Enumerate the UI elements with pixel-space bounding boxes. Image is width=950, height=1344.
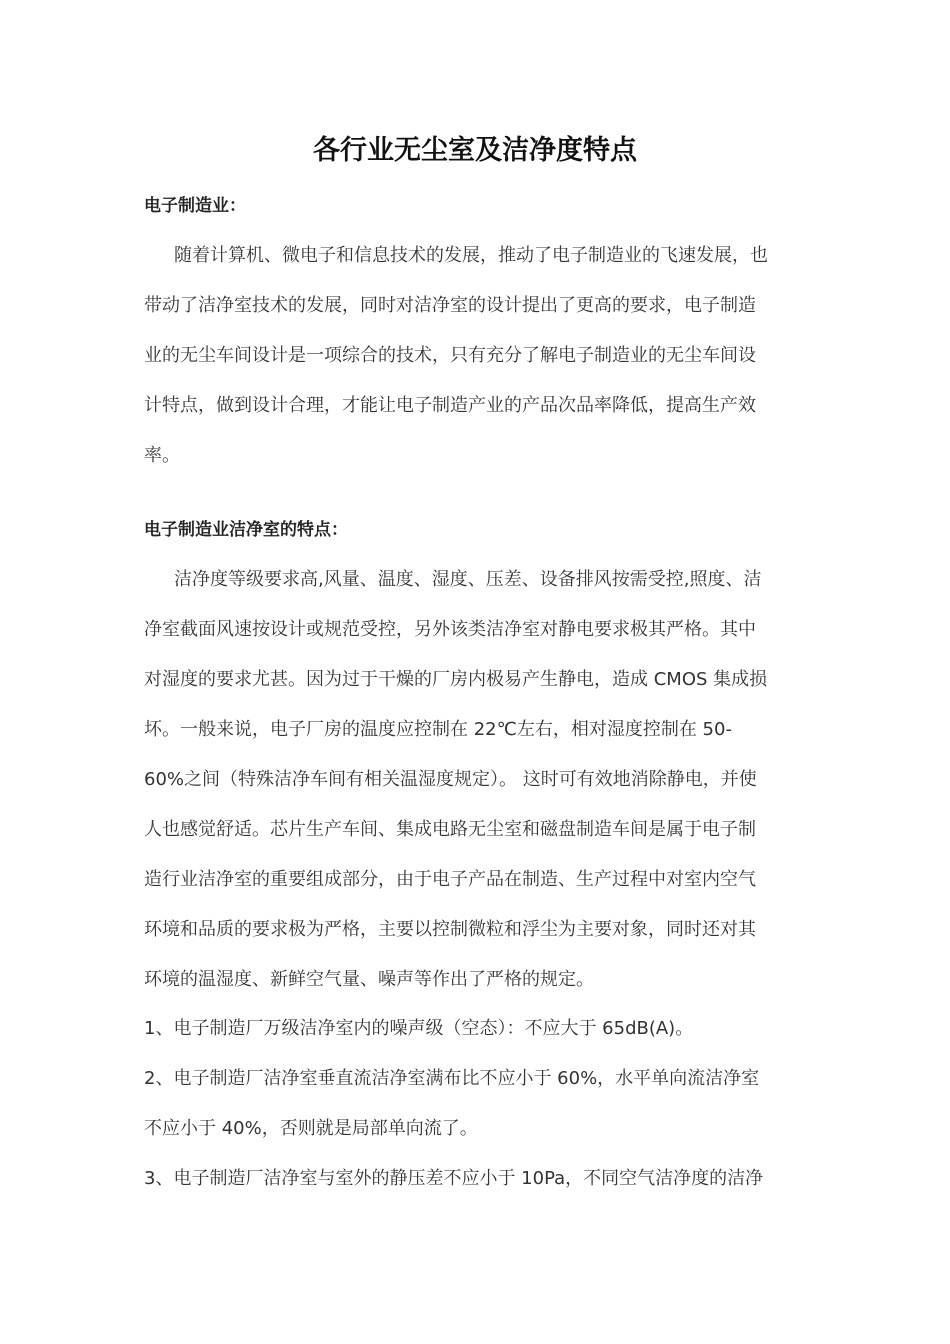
paragraph-line: 对湿度的要求尤甚。因为过于干燥的厂房内极易产生静电，造成 CMOS 集成损 xyxy=(144,669,768,690)
paragraph-line: 计特点，做到设计合理，才能让电子制造产业的产品次品率降低，提高生产效 xyxy=(144,395,756,416)
paragraph-line: 人也感觉舒适。芯片生产车间、集成电路无尘室和磁盘制造车间是属于电子制 xyxy=(144,819,756,840)
paragraph-line: 业的无尘车间设计是一项综合的技术，只有充分了解电子制造业的无尘车间设 xyxy=(144,345,756,366)
list-item-static-pressure: 3、电子制造厂洁净室与室外的静压差不应小于 10Pa，不同空气洁净度的洁净 xyxy=(144,1168,764,1189)
paragraph-line: 净室截面风速按设计或规范受控，另外该类洁净室对静电要求极其严格。其中 xyxy=(144,619,756,640)
paragraph-line: 环境的温湿度、新鲜空气量、噪声等作出了严格的规定。 xyxy=(144,969,594,990)
paragraph-line: 不应小于 40%，否则就是局部单向流了。 xyxy=(144,1118,478,1139)
paragraph-line: 率。 xyxy=(144,445,180,466)
paragraph-line: 随着计算机、微电子和信息技术的发展，推动了电子制造业的飞速发展，也 xyxy=(174,245,768,266)
paragraph-line: 造行业洁净室的重要组成部分，由于电子产品在制造、生产过程中对室内空气 xyxy=(144,869,756,890)
paragraph-line: 环境和品质的要求极为严格，主要以控制微粒和浮尘为主要对象，同时还对其 xyxy=(144,919,756,940)
paragraph-line: 带动了洁净室技术的发展，同时对洁净室的设计提出了更高的要求，电子制造 xyxy=(144,295,756,316)
section-heading-electronics: 电子制造业： xyxy=(144,196,246,216)
paragraph-line: 坏。一般来说，电子厂房的温度应控制在 22℃左右，相对湿度控制在 50- xyxy=(144,719,732,740)
list-item-flow-ratio: 2、电子制造厂洁净室垂直流洁净室满布比不应小于 60%，水平单向流洁净室 xyxy=(144,1068,760,1089)
document-title: 各行业无尘室及洁净度特点 xyxy=(313,135,637,166)
paragraph-line: 洁净度等级要求高,风量、温度、湿度、压差、设备排风按需受控,照度、洁 xyxy=(174,569,762,590)
paragraph-line: 60%之间（特殊洁净车间有相关温湿度规定）。 这时可有效地消除静电，并使 xyxy=(144,769,757,790)
section-heading-cleanroom-features: 电子制造业洁净室的特点： xyxy=(144,520,348,540)
list-item-noise-level: 1、电子制造厂万级洁净室内的噪声级（空态）：不应大于 65dB(A)。 xyxy=(144,1018,694,1039)
